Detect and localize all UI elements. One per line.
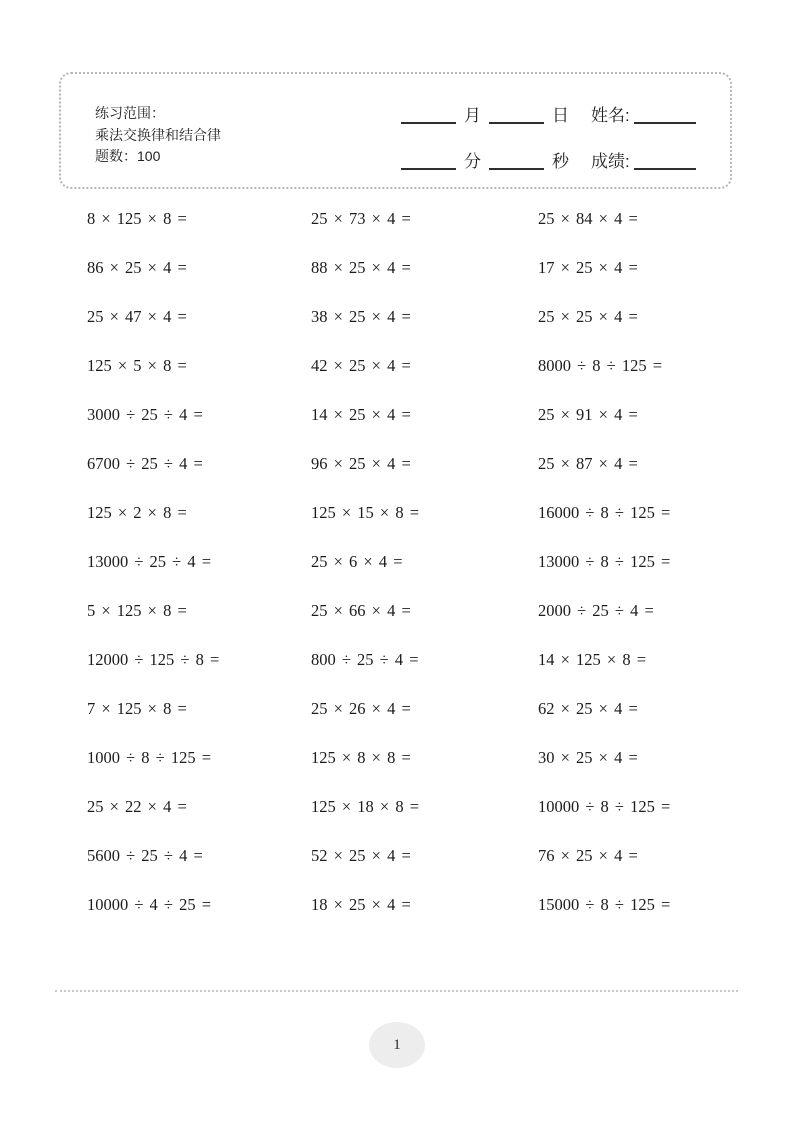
problem: 25 × 91 × 4 = (538, 405, 638, 424)
problem: 96 × 25 × 4 = (311, 454, 411, 473)
problem: 42 × 25 × 4 = (311, 356, 411, 375)
problem: 8 × 125 × 8 = (87, 209, 187, 228)
problem: 10000 ÷ 8 ÷ 125 = (538, 797, 671, 816)
name-blank (634, 108, 696, 124)
problem: 3000 ÷ 25 ÷ 4 = (87, 405, 203, 424)
worksheet-header (59, 72, 732, 189)
page-number: 1 (393, 1036, 401, 1053)
problem: 17 × 25 × 4 = (538, 258, 638, 277)
problem: 25 × 73 × 4 = (311, 209, 411, 228)
problem: 38 × 25 × 4 = (311, 307, 411, 326)
header-info (95, 103, 221, 168)
footer-divider (55, 990, 738, 992)
problem: 25 × 84 × 4 = (538, 209, 638, 228)
problem: 25 × 25 × 4 = (538, 307, 638, 326)
problem: 18 × 25 × 4 = (311, 895, 411, 914)
problem: 10000 ÷ 4 ÷ 25 = (87, 895, 212, 914)
problem: 15000 ÷ 8 ÷ 125 = (538, 895, 671, 914)
problem: 30 × 25 × 4 = (538, 748, 638, 767)
problem: 125 × 15 × 8 = (311, 503, 420, 522)
problem-column-2 (311, 194, 419, 929)
problem: 25 × 6 × 4 = (311, 552, 403, 571)
problem: 7 × 125 × 8 = (87, 699, 187, 718)
problem: 25 × 66 × 4 = (311, 601, 411, 620)
problem: 25 × 47 × 4 = (87, 307, 187, 326)
problem: 13000 ÷ 8 ÷ 125 = (538, 552, 671, 571)
problem: 86 × 25 × 4 = (87, 258, 187, 277)
problem: 2000 ÷ 25 ÷ 4 = (538, 601, 654, 620)
problem-column-3 (538, 194, 670, 929)
name-label: 姓名: (591, 106, 630, 125)
problem: 88 × 25 × 4 = (311, 258, 411, 277)
problem: 8000 ÷ 8 ÷ 125 = (538, 356, 663, 375)
problem: 125 × 8 × 8 = (311, 748, 411, 767)
problem: 25 × 87 × 4 = (538, 454, 638, 473)
question-count: 题数：100 (95, 148, 161, 164)
problem: 6700 ÷ 25 ÷ 4 = (87, 454, 203, 473)
minute-label: 分 (464, 152, 481, 171)
problem: 14 × 125 × 8 = (538, 650, 647, 669)
problem: 16000 ÷ 8 ÷ 125 = (538, 503, 671, 522)
problem: 125 × 2 × 8 = (87, 503, 187, 522)
problem: 125 × 5 × 8 = (87, 356, 187, 375)
page-number-badge (369, 1022, 425, 1068)
problem: 1000 ÷ 8 ÷ 125 = (87, 748, 212, 767)
second-label: 秒 (552, 152, 569, 171)
month-label: 月 (464, 106, 481, 125)
problem: 5 × 125 × 8 = (87, 601, 187, 620)
month-blank (401, 108, 456, 124)
problem: 13000 ÷ 25 ÷ 4 = (87, 552, 212, 571)
score-blank (634, 154, 696, 170)
problem: 52 × 25 × 4 = (311, 846, 411, 865)
problem: 800 ÷ 25 ÷ 4 = (311, 650, 419, 669)
problem: 62 × 25 × 4 = (538, 699, 638, 718)
problem: 12000 ÷ 125 ÷ 8 = (87, 650, 220, 669)
time-score-row (401, 147, 696, 172)
problem: 14 × 25 × 4 = (311, 405, 411, 424)
practice-scope-value: 乘法交换律和结合律 (95, 126, 221, 143)
day-label: 日 (552, 106, 569, 125)
minute-blank (401, 154, 456, 170)
date-name-row (401, 101, 696, 126)
problem: 125 × 18 × 8 = (311, 797, 420, 816)
problem: 25 × 26 × 4 = (311, 699, 411, 718)
problem: 25 × 22 × 4 = (87, 797, 187, 816)
problem-column-1 (87, 194, 219, 929)
second-blank (489, 154, 544, 170)
problem: 5600 ÷ 25 ÷ 4 = (87, 846, 203, 865)
score-label: 成绩: (591, 152, 630, 171)
day-blank (489, 108, 544, 124)
practice-scope-label: 练习范围： (95, 105, 165, 121)
problem: 76 × 25 × 4 = (538, 846, 638, 865)
